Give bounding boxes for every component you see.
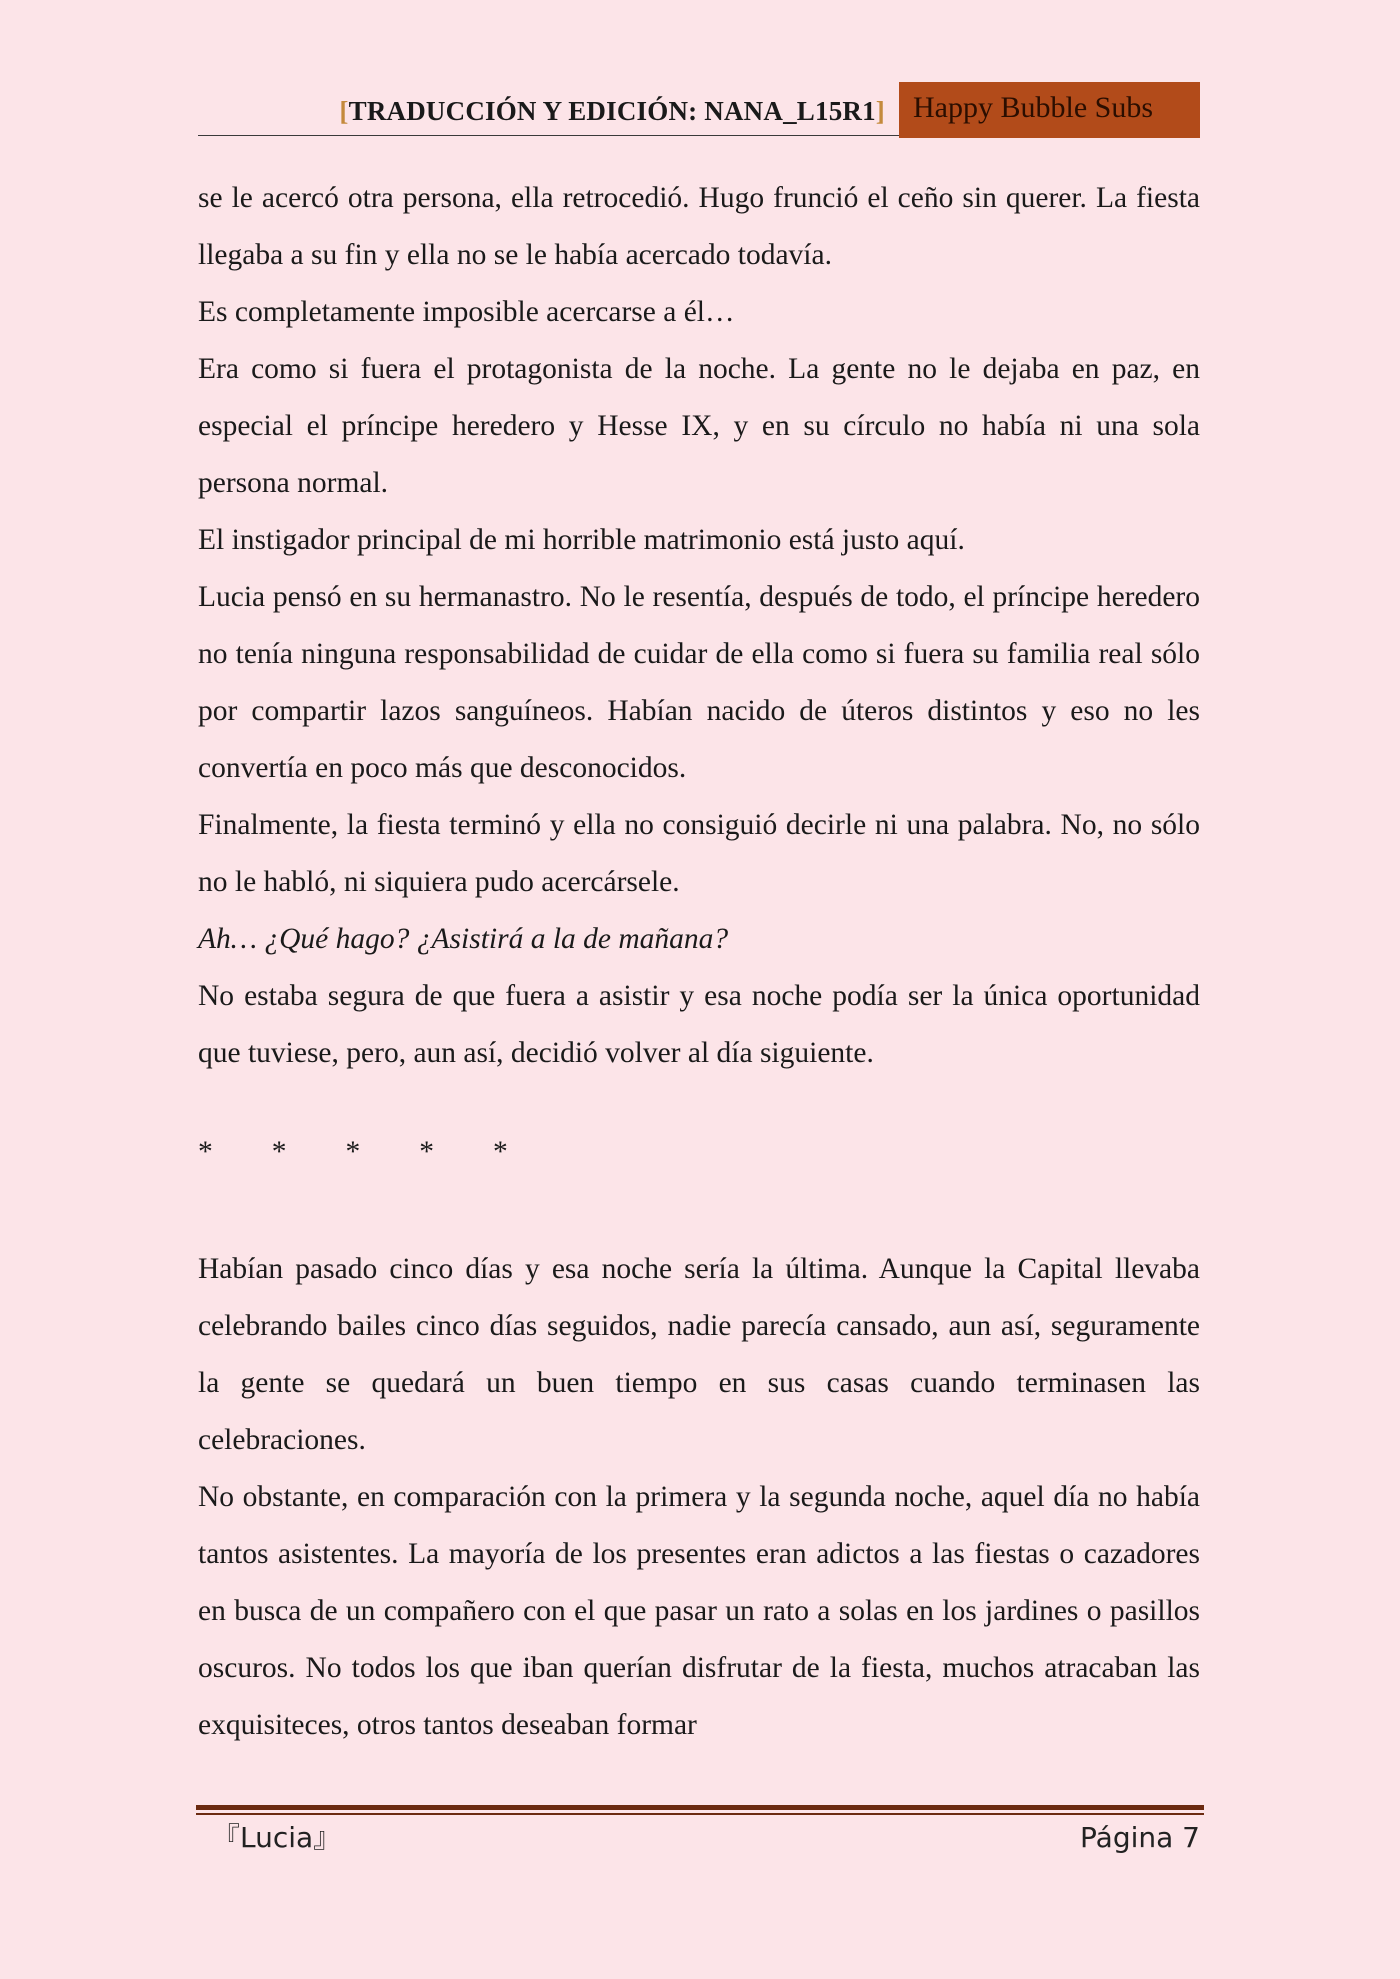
paragraph: Es completamente imposible acercarse a él… (198, 296, 735, 328)
paragraph: El instigador principal de mi horrible matrimonio está justo aquí. (198, 524, 965, 556)
translation-credit (198, 82, 899, 136)
paragraph: se le acercó otra persona, ella retrocedió. Hugo frunció el ceño sin querer. La fiesta llegaba a su fin y ella no se le había acercado todavía. (198, 182, 1200, 271)
paragraph: No obstante, en comparación con la primera y la segunda noche, aquel día no había tantos asistentes. La mayoría de los presentes eran adictos a las fiestas o cazadores en busca de un compañero con el que pasar un rato a solas en los jardines o pasillos oscuros. No todos los que iban querían disfrutar de la fiesta, muchos atracaban las exquisiteces, otros tantos deseaban formar (198, 1481, 1200, 1741)
paragraph: Habían pasado cinco días y esa noche sería la última. Aunque la Capital llevaba celebrando bailes cinco días seguidos, nadie parecía cansado, aun así, seguramente la gente se quedará un buen tiempo en sus casas cuando terminasen las celebraciones. (198, 1253, 1200, 1456)
page-header (198, 82, 1200, 138)
paragraph: Era como si fuera el protagonista de la noche. La gente no le dejaba en paz, en especial el príncipe heredero y Hesse IX, y en su círculo no había ni una sola persona normal. (198, 353, 1200, 499)
bracket-open: [ (339, 96, 349, 126)
paragraph: No estaba segura de que fuera a asistir y esa noche podía ser la única oportunidad que tuviese, pero, aun así, decidió volver al día siguiente. (198, 980, 1200, 1069)
credit-text: TRADUCCIÓN Y EDICIÓN: NANA_L15R1 (348, 96, 876, 126)
page-number: Página 7 (1080, 1821, 1200, 1854)
book-title: 『Lucia』 (212, 1821, 342, 1854)
scene-separator: * * * * * (198, 1136, 508, 1168)
italic-thought: Ah… ¿Qué hago? ¿Asistirá a la de mañana? (198, 923, 729, 955)
paragraph: Finalmente, la fiesta terminó y ella no consiguió decirle ni una palabra. No, no sólo no le habló, ni siquiera pudo acercársele. (198, 809, 1200, 898)
bracket-close: ] (875, 96, 885, 126)
group-name-band (899, 82, 1200, 138)
footer-rule-thin (196, 1813, 1204, 1815)
group-name: Happy Bubble Subs (913, 91, 1153, 124)
footer-rule (196, 1805, 1204, 1810)
paragraph: Lucia pensó en su hermanastro. No le resentía, después de todo, el príncipe heredero no tenía ninguna responsabilidad de cuidar de ella como si fuera su familia real sólo por compartir lazos sanguíneos. Habían nacido de úteros distintos y eso no les convertía en poco más que desconocidos. (198, 581, 1200, 784)
page-body (198, 170, 1200, 1754)
